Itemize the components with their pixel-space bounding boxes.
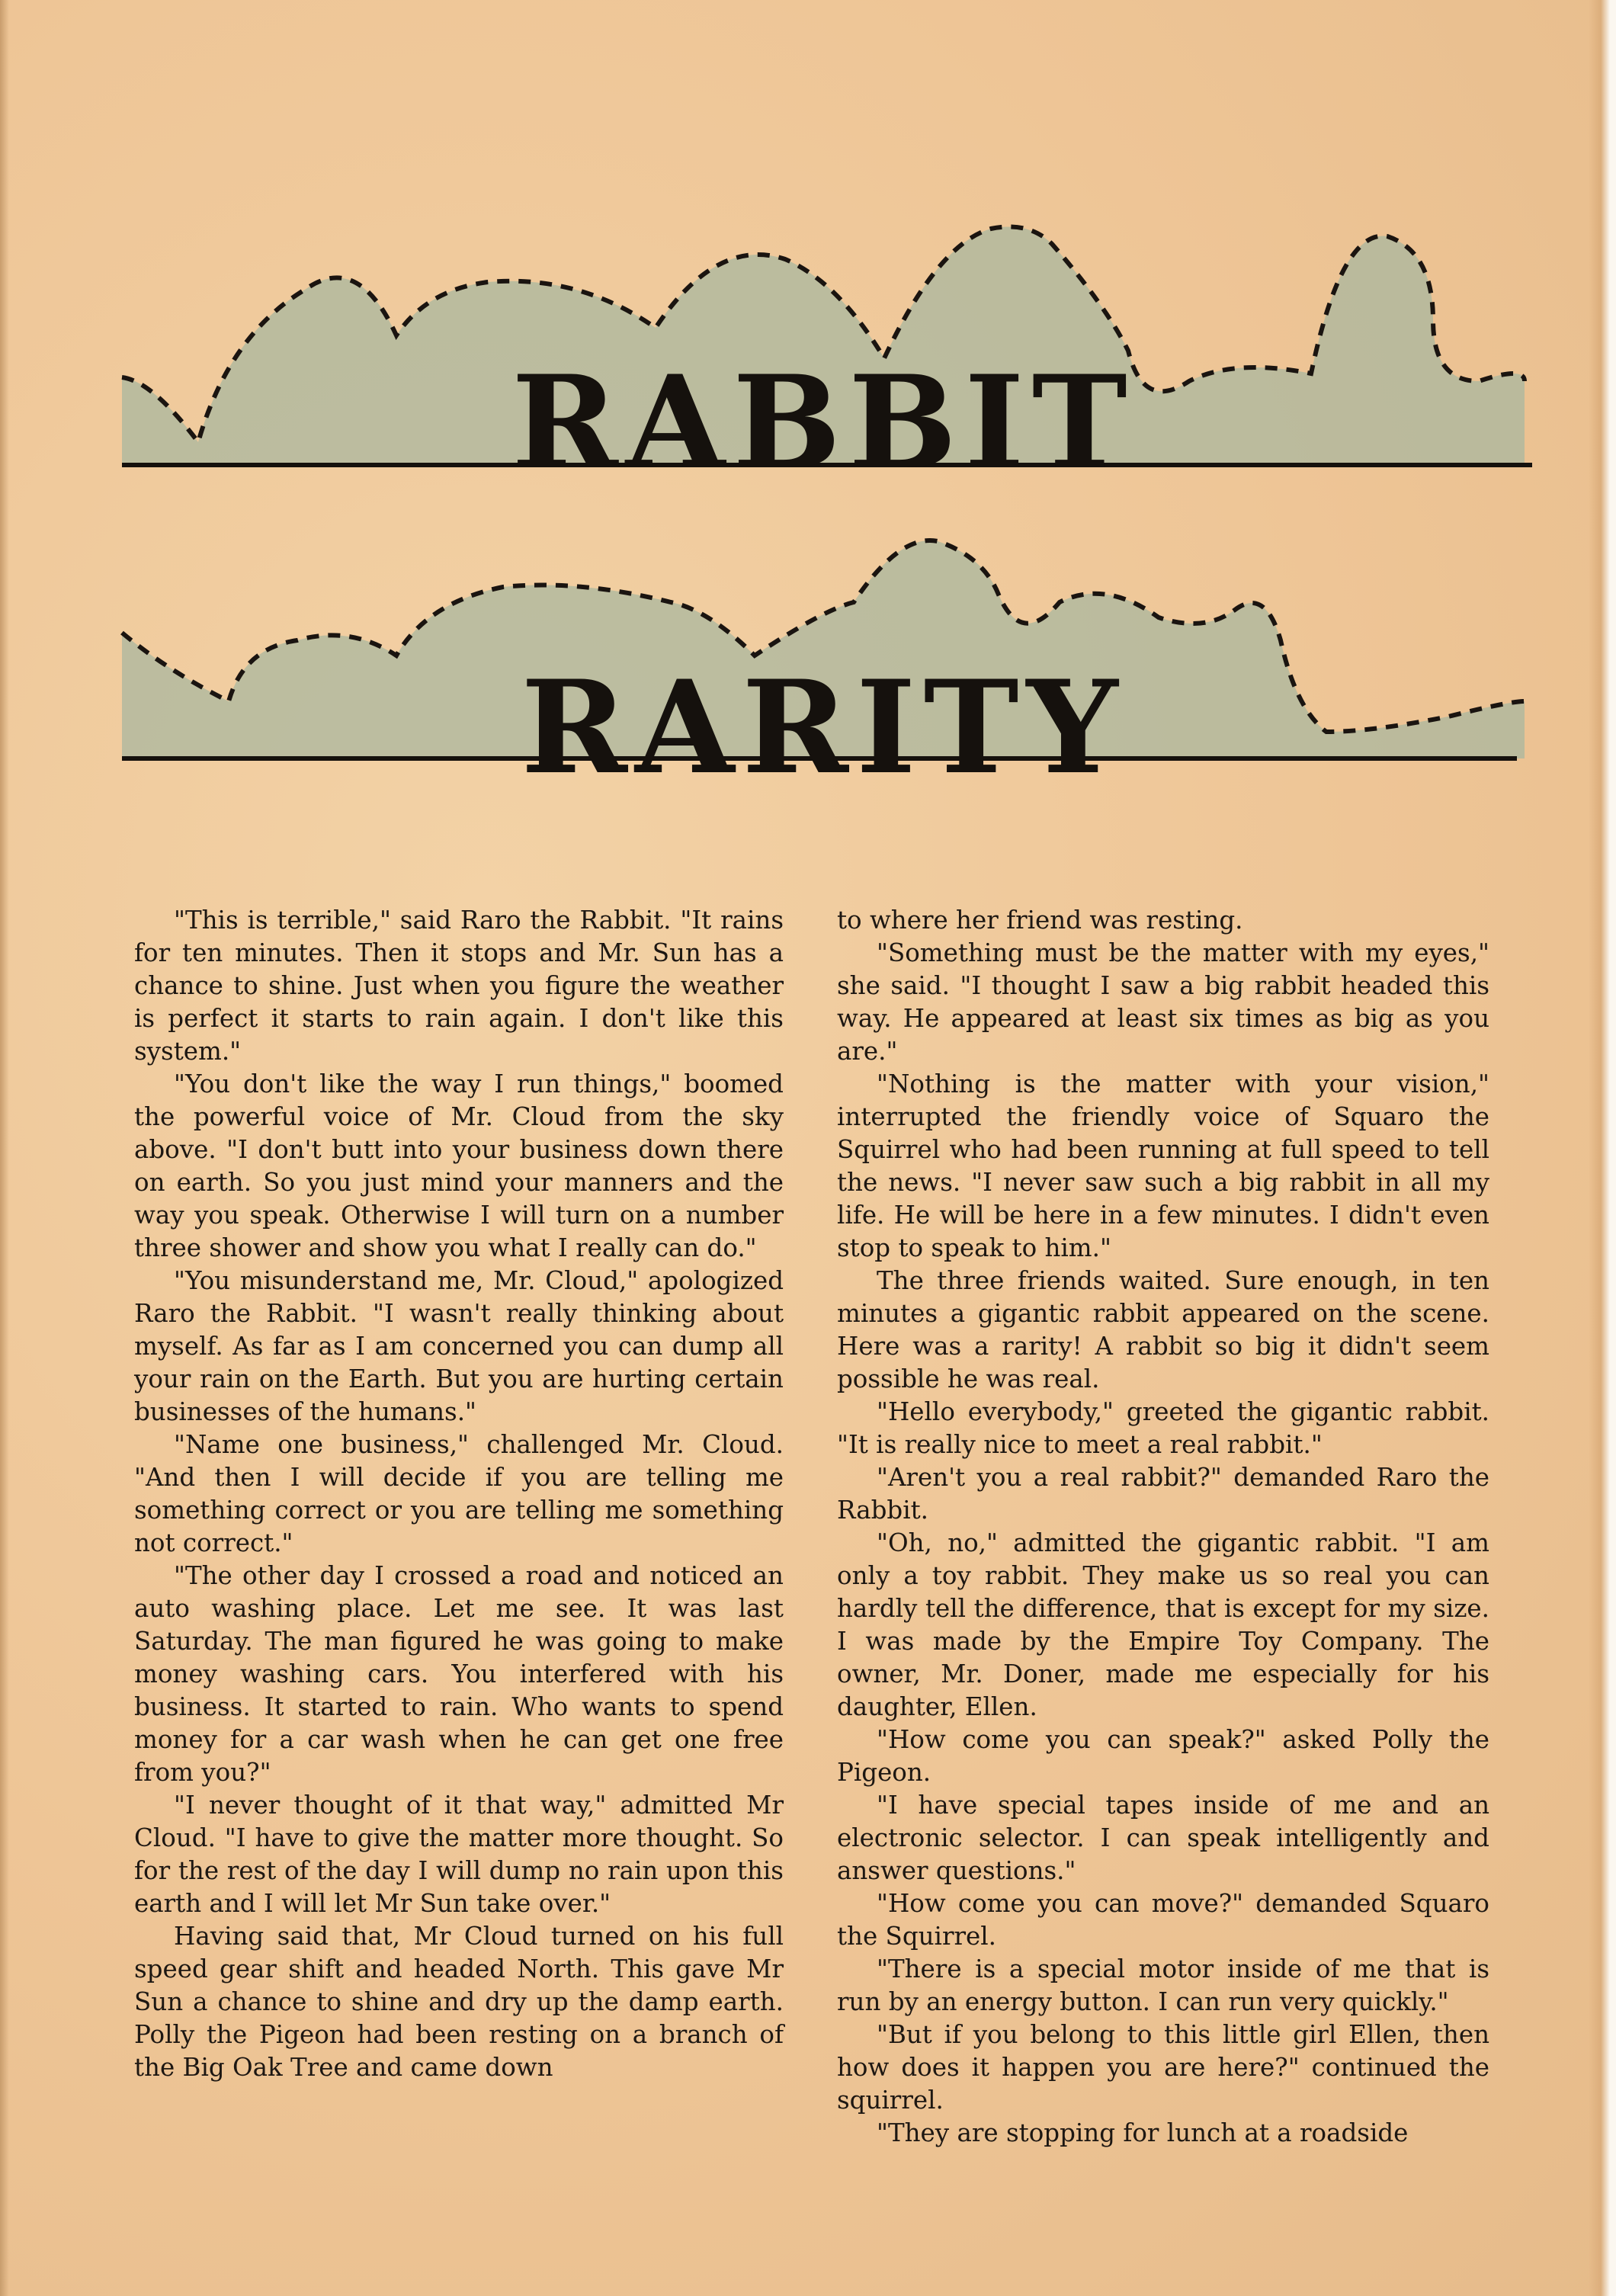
story-column-left — [134, 904, 784, 2084]
story-paragraph: "Nothing is the matter with your vision," interrupted the friendly voice of Squaro the Squirrel who had been running at full speed to tell the news. "I never saw such a big rabbit in all my life. He will be here in a few minutes. I didn't even stop to speak to him." — [837, 1069, 1489, 1262]
title-line-1: RABBIT — [511, 347, 1135, 498]
story-paragraph: "There is a special motor inside of me that is run by an energy button. I can run very quickly." — [837, 1954, 1489, 2016]
story-paragraph: "Oh, no," admitted the gigantic rabbit. "I am only a toy rabbit. They make us so real you can hardly tell the difference, that is except for my size. I was made by the Empire Toy Company. The owner, Mr. Doner, made me especially for his daughter, Ellen. — [837, 1528, 1489, 1721]
story-paragraph: "Something must be the matter with my eyes," she said. "I thought I saw a big rabbit headed this way. He appeared at least six times as big as you are." — [837, 938, 1489, 1066]
title-line-2: RARITY — [521, 652, 1126, 803]
story-paragraph: "How come you can move?" demanded Squaro the Squirrel. — [837, 1889, 1489, 1951]
story-paragraph: "This is terrible," said Raro the Rabbit. "It rains for ten minutes. Then it stops and Mr. Sun has a chance to shine. Just when you figure the weather is perfect it starts to rain again. I don't like this system." — [134, 906, 784, 1066]
story-paragraph: Having said that, Mr Cloud turned on his full speed gear shift and headed North. This gave Mr Sun a chance to shine and dry up the damp earth. Polly the Pigeon had been resting on a branch of the Big Oak Tree and came down — [134, 1922, 784, 2082]
story-column-right — [837, 904, 1489, 2150]
story-paragraph: "But if you belong to this little girl Ellen, then how does it happen you are here?" continued the squirrel. — [837, 2020, 1489, 2115]
story-paragraph: "Name one business," challenged Mr. Cloud. "And then I will decide if you are telling me something correct or you are telling me something not correct." — [134, 1430, 784, 1557]
story-paragraph: "I never thought of it that way," admitted Mr Cloud. "I have to give the matter more thought. So for the rest of the day I will dump no rain upon this earth and I will let Mr Sun take over." — [134, 1791, 784, 1918]
story-paragraph: "They are stopping for lunch at a roadside — [877, 2118, 1409, 2147]
story-paragraph: "I have special tapes inside of me and an electronic selector. I can speak intelligently and answer questions." — [837, 1791, 1489, 1885]
story-paragraph: "How come you can speak?" asked Polly the Pigeon. — [837, 1725, 1489, 1787]
title-block — [0, 0, 1616, 823]
story-paragraph-continuation: to where her friend was resting. — [837, 906, 1243, 935]
story-paragraph: "You misunderstand me, Mr. Cloud," apologized Raro the Rabbit. "I wasn't really thinking about myself. As far as I am concerned you can dump all your rain on the Earth. But you are hurting certain businesses of the humans." — [134, 1266, 784, 1426]
story-paragraph: "You don't like the way I run things," boomed the powerful voice of Mr. Cloud from the sky above. "I don't butt into your business down there on earth. So you just mind your manners and the way you speak. Otherwise I will turn on a number three shower and show you what I really can do." — [134, 1069, 784, 1262]
story-paragraph: The three friends waited. Sure enough, in ten minutes a gigantic rabbit appeared on the scene. Here was a rarity! A rabbit so big it didn't seem possible he was real. — [837, 1266, 1489, 1393]
story-paragraph: "The other day I crossed a road and noticed an auto washing place. Let me see. It was last Saturday. The man figured he was going to make money washing cars. You interfered with his business. It started to rain. Who wants to spend money for a car wash when he can get one free from you?" — [134, 1561, 784, 1787]
story-paragraph: "Aren't you a real rabbit?" demanded Raro the Rabbit. — [837, 1463, 1489, 1525]
story-paragraph: "Hello everybody," greeted the gigantic rabbit. "It is really nice to meet a real rabbit." — [837, 1397, 1489, 1459]
